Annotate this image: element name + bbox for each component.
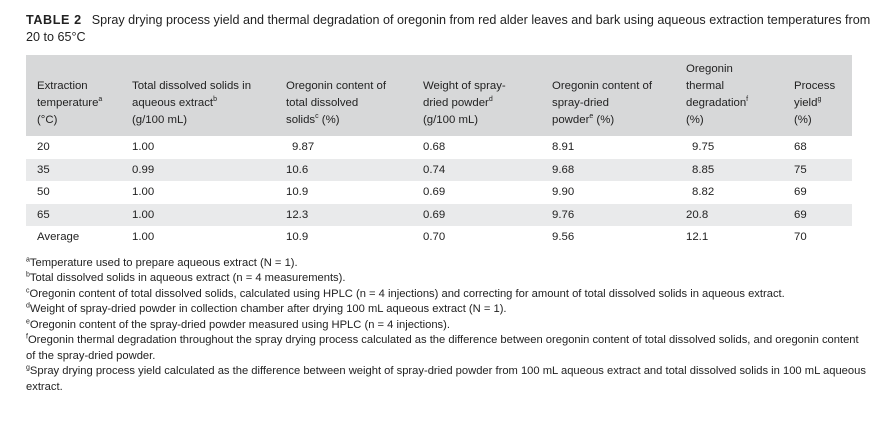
header-extraction-temperature: Extraction temperature$^a$ (°C) [37,80,103,126]
header-row [26,55,852,136]
table-cell: 65 [37,208,50,221]
table-cell: 9.75 [692,141,715,153]
footnote: $^b$Total dissolved solids in aqueous extract (n = 4 measurements). [26,271,346,284]
table-cell: Average [37,231,80,243]
table-body [26,136,852,249]
footnote: $^g$Spray drying process yield calculated as the difference between weight of spray-dried powder from 100 mL aqueous extract and total dissolved solids in 100 mL aqueous extract. [26,364,866,393]
caption-text: Spray drying process yield and thermal degradation of oregonin from red alder leaves and bark using aqueous extraction temperatures from 20 to 65°C [26,13,871,44]
table-label: TABLE 2 [26,13,82,27]
footnote: $^a$Temperature used to prepare aqueous extract (N = 1). [26,255,298,269]
table-cell: 50 [37,186,50,198]
table-cell: 8.82 [692,186,715,198]
table-cell: 0.99 [132,163,155,176]
header-weight-spray-dried-powder: Weight of spray- dried powder$^d$ (g/100 mL) [423,80,506,126]
table-cell: 20.8 [686,208,709,221]
table-cell: 0.69 [423,186,446,198]
table-cell: 9.87 [292,141,315,153]
table-cell: 20 [37,141,50,153]
table-footnotes [26,256,871,396]
footnote: $^f$Oregonin thermal degradation throughout the spray drying process calculated as the difference between oregonin content of total dissolved solids, and oregonin content of the spray-dried powder. [26,333,859,362]
table-cell: 0.70 [423,231,446,243]
header-process-yield: Process yield$^g$ (%) [794,80,836,126]
footnote: $^e$Oregonin content of the spray-dried powder measured using HPLC (n = 4 injections). [26,317,450,331]
table-cell: 9.68 [552,163,575,176]
data-table [26,55,852,249]
table-cell: 68 [794,141,807,153]
table-cell: 0.69 [423,208,446,221]
header-total-dissolved-solids: Total dissolved solids in aqueous extract$^b$ (g/100 mL) [132,80,252,126]
table-cell: 70 [794,231,807,243]
table-cell: 75 [794,163,807,176]
footnote: $^d$Weight of spray-dried powder in collection chamber after drying 100 mL aqueous extract (N = 1). [26,302,507,315]
table-cell: 9.90 [552,186,575,198]
table-cell: 1.00 [132,141,155,153]
table-row [26,181,852,204]
table-cell: 69 [794,186,807,198]
table-cell: 1.00 [132,186,155,198]
table-cell: 10.9 [286,186,309,198]
header-oregonin-content-powder: Oregonin content of spray-dried powder$^e$ (%) [552,80,653,126]
table-row [26,204,852,227]
table-cell: 1.00 [132,208,155,221]
header-oregonin-content-tds: Oregonin content of total dissolved solids$^c$ (%) [286,80,387,126]
table-cell: 8.91 [552,141,575,153]
table-cell: 69 [794,208,807,221]
table-row [26,159,852,182]
table-cell: 0.68 [423,141,446,153]
table-figure [26,12,871,395]
table-row-average [26,226,852,249]
table-cell: 1.00 [132,231,155,243]
table-cell: 9.76 [552,208,575,221]
footnote: $^c$Oregonin content of total dissolved solids, calculated using HPLC (n = 4 injections) and correcting for amount of total dissolved solids in aqueous extract. [26,286,785,300]
table-header [26,55,852,136]
table-cell: 10.6 [286,163,309,176]
header-oregonin-thermal-degradation: Oregonin thermal degradation$^f$ (%) [686,63,749,126]
table-cell: 12.1 [686,231,709,243]
table-row [26,136,852,159]
table-cell: 35 [37,163,50,176]
table-cell: 9.56 [552,231,575,243]
table-cell: 12.3 [286,208,309,221]
table-cell: 10.9 [286,231,309,243]
table-cell: 0.74 [423,163,446,176]
table-caption [26,12,871,46]
table-cell: 8.85 [692,163,715,176]
